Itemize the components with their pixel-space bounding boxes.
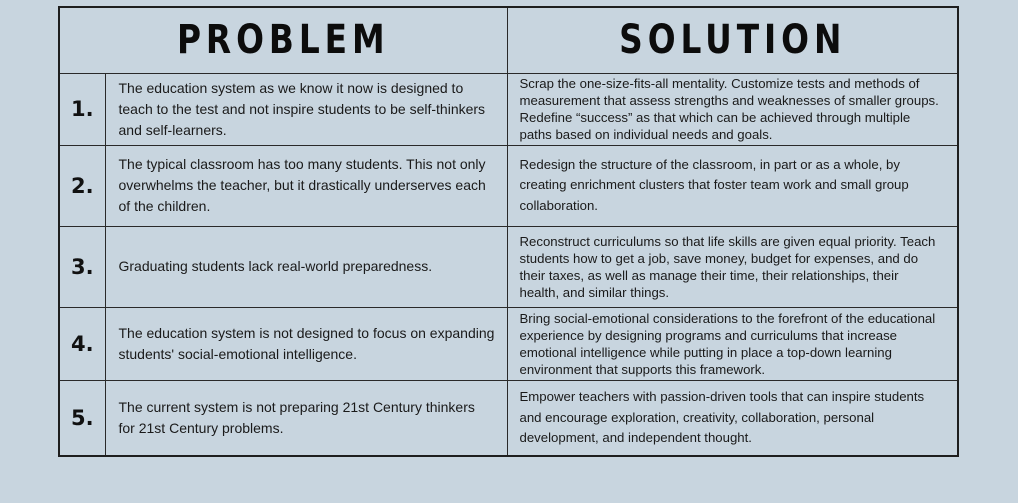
- problem-cell: Graduating students lack real-world preparedness.: [105, 226, 507, 307]
- problem-header: PROBLEM: [176, 17, 390, 64]
- solution-cell: Bring social-emotional considerations to the forefront of the educational experience by designing programs and curriculums that increase emotional intelligence while putting in place a top-down learning environment that supports this framework.: [507, 307, 958, 380]
- solution-cell: Scrap the one-size-fits-all mentality. Customize tests and methods of measurement that assess strengths and weaknesses of smaller groups. Redefine “success” as that which can be achieved through multiple paths based on individual needs and goals.: [507, 73, 958, 145]
- problem-header-cell: [59, 7, 507, 73]
- row-number: 1.: [59, 73, 105, 145]
- table-row: [59, 380, 958, 456]
- solution-header-cell: [507, 7, 958, 73]
- table-row: [59, 307, 958, 380]
- row-number: 5.: [59, 380, 105, 456]
- solution-cell: Empower teachers with passion-driven tools that can inspire students and encourage exploration, creativity, collaboration, personal development, and independent thought.: [507, 380, 958, 456]
- row-number: 2.: [59, 145, 105, 226]
- problem-cell: The current system is not preparing 21st Century thinkers for 21st Century problems.: [105, 380, 507, 456]
- problem-cell: The education system as we know it now is designed to teach to the test and not inspire students to be self-thinkers and self-learners.: [105, 73, 507, 145]
- problem-cell: The typical classroom has too many students. This not only overwhelms the teacher, but it drastically underserves each of the children.: [105, 145, 507, 226]
- solution-cell: Redesign the structure of the classroom, in part or as a whole, by creating enrichment clusters that foster team work and small group collaboration.: [507, 145, 958, 226]
- row-number: 4.: [59, 307, 105, 380]
- table-row: [59, 73, 958, 145]
- row-number: 3.: [59, 226, 105, 307]
- solution-header: SOLUTION: [618, 17, 846, 64]
- problem-cell: The education system is not designed to focus on expanding students' social-emotional intelligence.: [105, 307, 507, 380]
- problem-solution-table: [58, 6, 959, 457]
- table-row: [59, 226, 958, 307]
- solution-cell: Reconstruct curriculums so that life skills are given equal priority. Teach students how to get a job, save money, budget for expenses, and do their taxes, as well as manage their time, their relationships, their health, and similar things.: [507, 226, 958, 307]
- header-row: [59, 7, 958, 73]
- table-row: [59, 145, 958, 226]
